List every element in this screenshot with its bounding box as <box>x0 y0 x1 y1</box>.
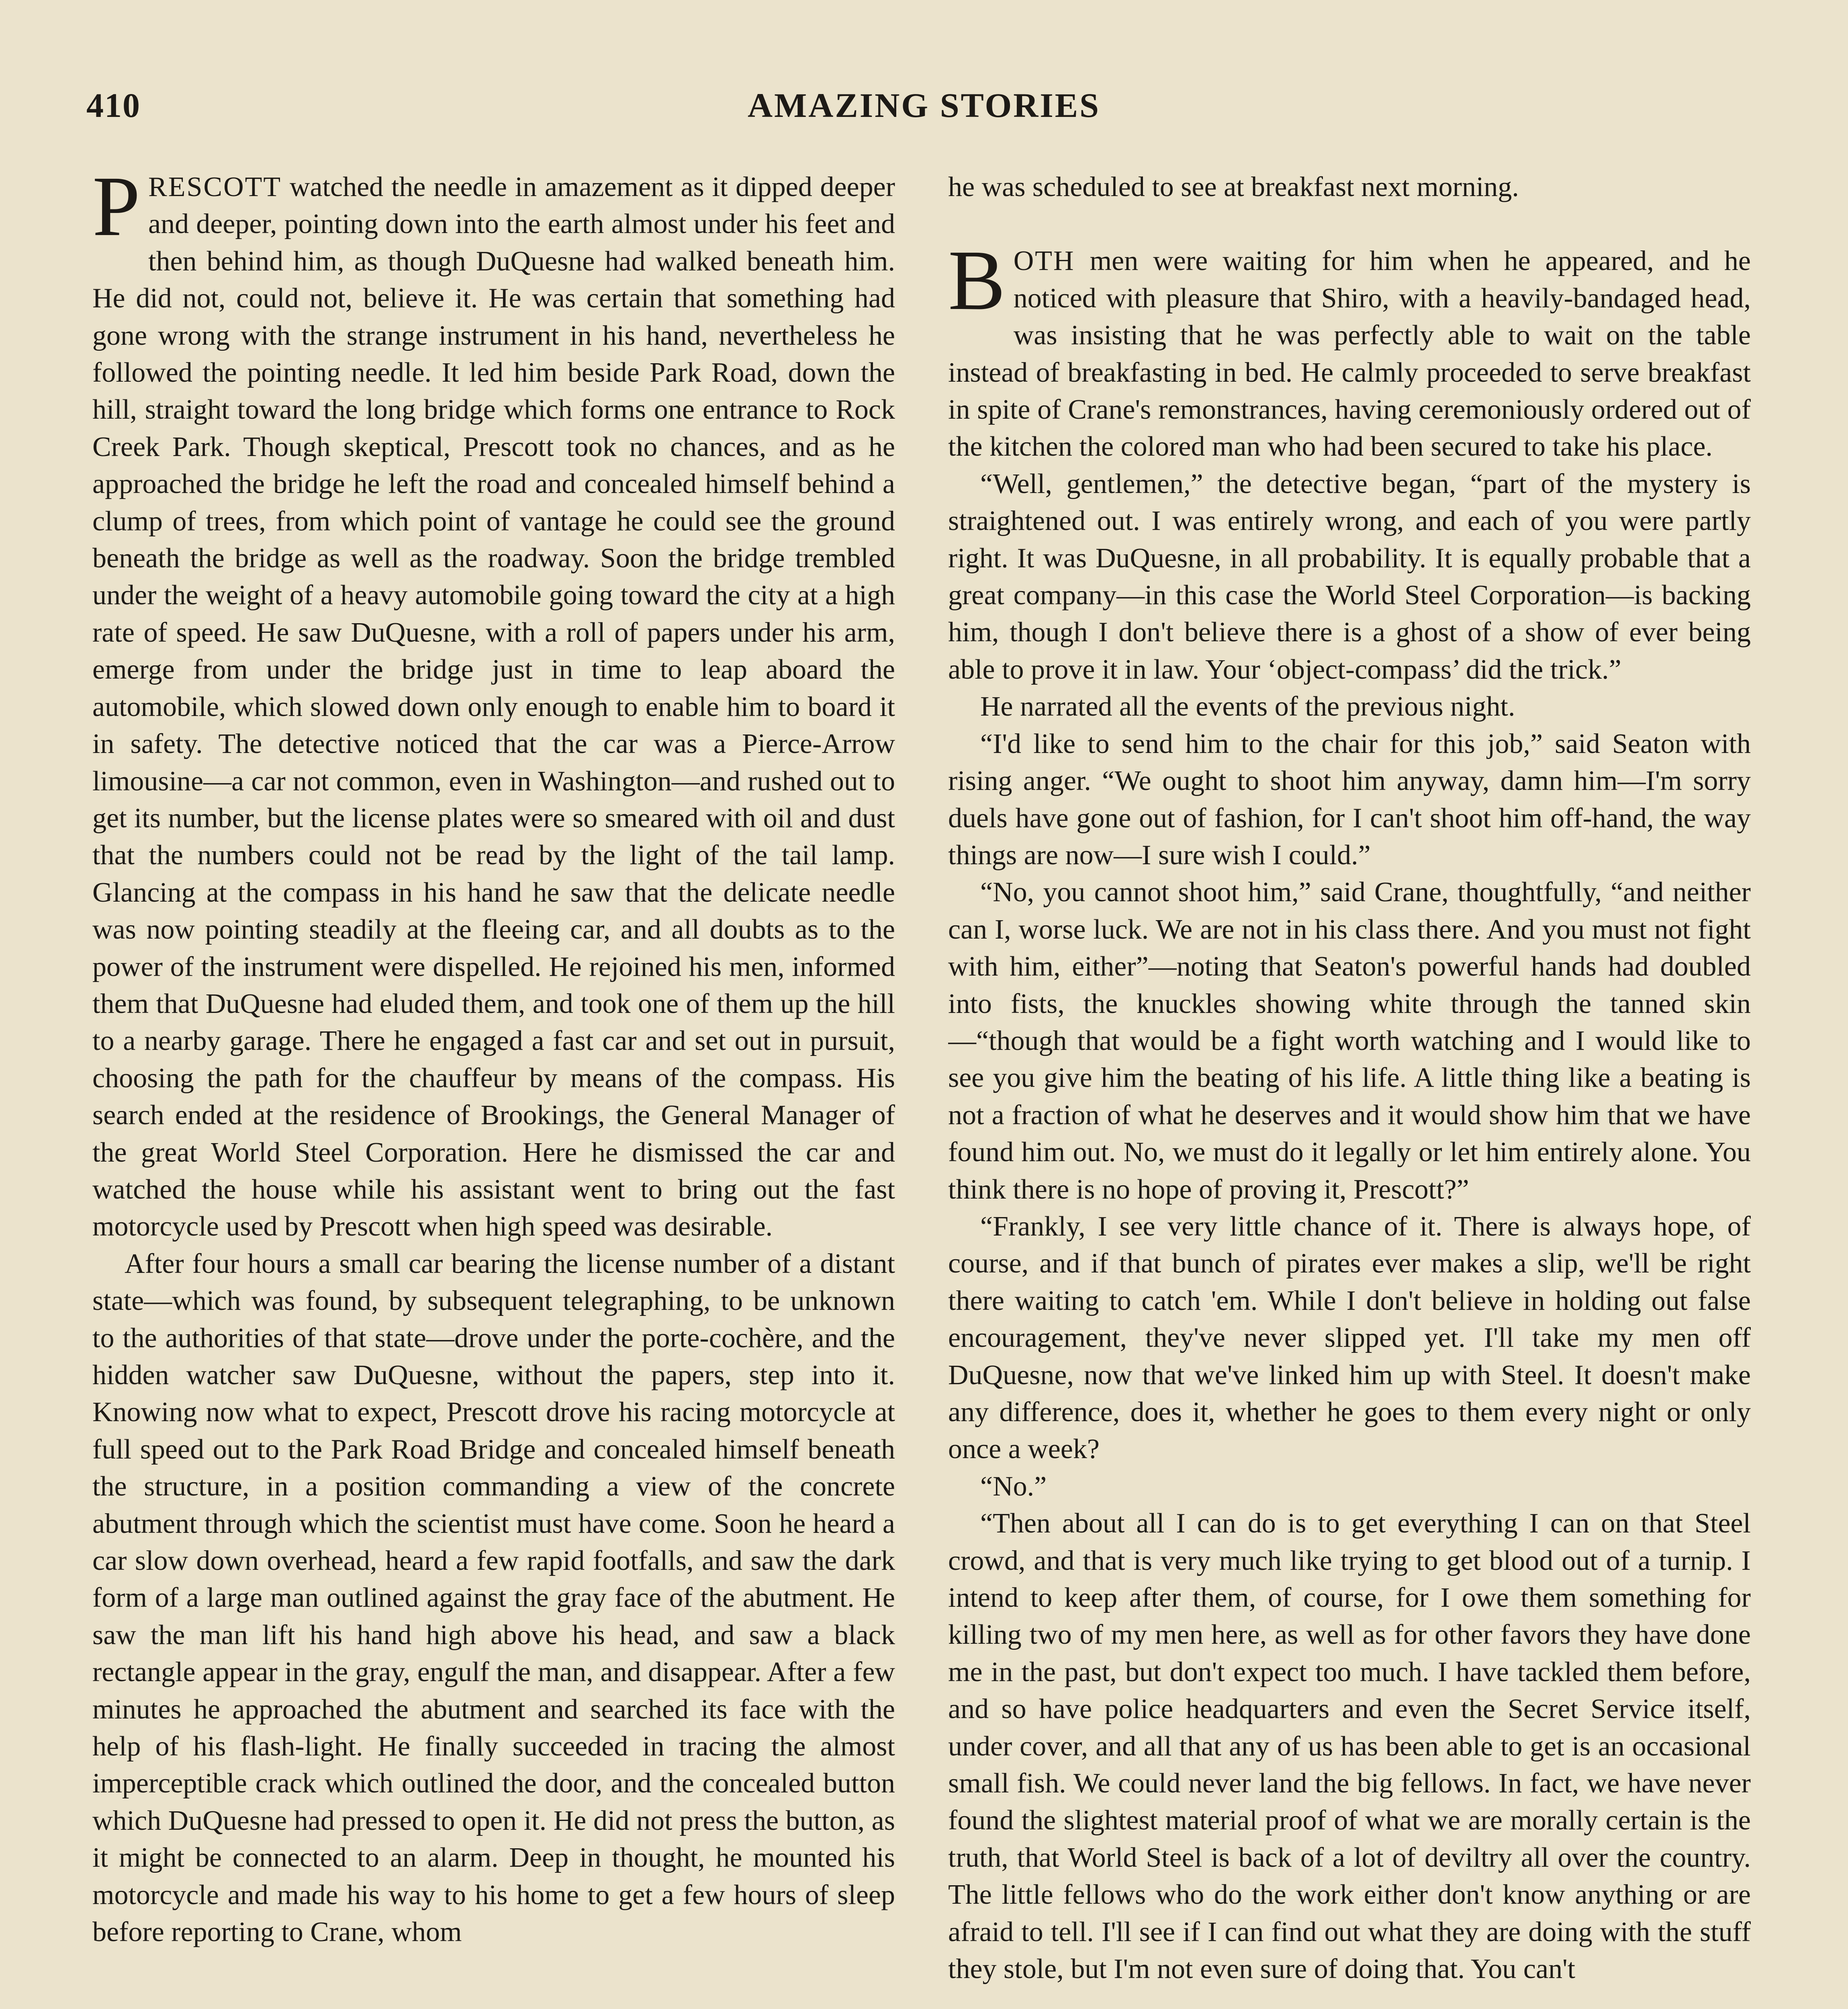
paragraph-text: watched the needle in amazement as it dipped deeper and deeper, pointing down into the earth almost under his feet and then behind him, as though DuQuesne had walked beneath him. He did not, could not, believe it. He was certain that something had gone wrong with the strange instrument in his hand, nevertheless he followed the pointing needle. It led him beside Park Road, down the hill, straight toward the long bridge which forms one entrance to Rock Creek Park. Though skeptical, Prescott took no chances, and as he approached the bridge he left the road and concealed himself behind a clump of trees, from which point of vantage he could see the ground beneath the bridge as well as the roadway. Soon the bridge trembled under the weight of a heavy automobile going toward the city at a high rate of speed. He saw DuQuesne, with a roll of papers under his arm, emerge from under the bridge just in time to leap aboard the automobile, which slowed down only enough to enable him to board it in safety. The detective noticed that the car was a Pierce-Arrow limousine—a car not common, even in Washington—and rushed out to get its number, but the license plates were so smeared with oil and dust that the numbers could not be read by the light of the tail lamp. Glancing at the compass in his hand he saw that the delicate needle was now pointing steadily at the fleeing car, and all doubts as to the power of the instrument were dispelled. He rejoined his men, informed them that DuQuesne had eluded them, and took one of them up the hill to a nearby garage. There he engaged a fast car and set out in pursuit, choosing the path for the chauffeur by means of the compass. His search ended at the residence of Brookings, the General Manager of the great World Steel Corporation. Here he dismissed the car and watched the house while his assistant went to bring out the fast motorcycle used by Prescott when high speed was desirable. <box>92 172 895 1242</box>
lead-word: RESCOTT <box>148 172 282 203</box>
paragraph-no: “No.” <box>980 1471 1047 1502</box>
right-column <box>948 169 1751 2009</box>
page-header <box>86 85 1762 129</box>
paragraph-he-narrated: He narrated all the events of the previous night. <box>980 691 1515 722</box>
drop-cap-p: P <box>92 169 141 254</box>
paragraph-well-gentlemen: “Well, gentlemen,” the detective began, “part of the mystery is straightened out. I was entirely wrong, and each of you were partly right. It was DuQuesne, in all probability. It is equally probable that a great company—in this case the World Steel Corporation—is backing him, though I don't believe there is a ghost of a show of ever being able to prove it in law. Your ‘object-compass’ did the trick.” <box>948 468 1751 685</box>
paragraph-continuation: he was scheduled to see at breakfast next morning. <box>948 172 1519 203</box>
page-number: 410 <box>86 86 141 125</box>
running-title: AMAZING STORIES <box>747 86 1100 125</box>
lead-word: OTH <box>1013 245 1075 277</box>
paragraph-text: men were waiting for him when he appeared, and he noticed with pleasure that Shiro, with a heavily-bandaged head, was insisting that he was perfectly able to wait on the table instead of breakfasting in bed. He calmly proceeded to serve breakfast in spite of Crane's remonstrances, having ceremoniously ordered out of the kitchen the colored man who had been secured to take his place. <box>948 245 1751 462</box>
paragraph-send-him-to-chair: “I'd like to send him to the chair for this job,” said Seaton with rising anger. “We ought to shoot him anyway, damn him—I'm sorry duels have gone out of fashion, for I can't shoot him off-hand, the way things are now—I sure wish I could.” <box>948 728 1751 871</box>
paragraph-after-four-hours: After four hours a small car bearing the license number of a distant state—which was found, by subsequent telegraphing, to be unknown to the authorities of that state—drove under the porte-cochère, and the hidden watcher saw DuQuesne, without the papers, step into it. Knowing now what to expect, Prescott drove his racing motorcycle at full speed out to the Park Road Bridge and concealed himself beneath the structure, in a position commanding a view of the concrete abutment through which the scientist must have come. Soon he heard a car slow down overhead, heard a few rapid footfalls, and saw the dark form of a large man outlined against the gray face of the abutment. He saw the man lift his hand high above his head, and saw a black rectangle appear in the gray, engulf the man, and disappear. After a few minutes he approached the abutment and searched its face with the help of his flash-light. He finally succeeded in tracing the almost imperceptible crack which outlined the door, and the concealed button which DuQuesne had pressed to open it. He did not press the button, as it might be connected to an alarm. Deep in thought, he mounted his motorcycle and made his way to his home to get a few hours of sleep before reporting to Crane, whom <box>92 1248 895 1948</box>
paragraph-prescott-watched <box>92 169 895 1246</box>
left-column <box>92 169 895 2009</box>
paragraph-frankly: “Frankly, I see very little chance of it. There is always hope, of course, and if that bunch of pirates ever makes a slip, we'll be right there waiting to catch 'em. While I don't believe in holding out false encouragement, they've never slipped yet. I'll take my men off DuQuesne, now that we've linked him up with Steel. It doesn't make any difference, does it, whether he goes to them every night or only once a week? <box>948 1211 1751 1465</box>
paragraph-then-about-all: “Then about all I can do is to get everything I can on that Steel crowd, and that is very much like trying to get blood out of a turnip. I intend to keep after them, of course, for I owe them something for killing two of my men here, as well as for other favors they have done me in the past, but don't expect too much. I have tackled them before, and so have police headquarters and even the Secret Service itself, under cover, and all that any of us has been able to get is an occasional small fish. We could never land the big fellows. In fact, we have never found the slightest material proof of what we are morally certain is the truth, that World Steel is back of a lot of deviltry all over the country. The little fellows who do the work either don't know anything or are afraid to tell. I'll see if I can find out what they are doing with the stuff they stole, but I'm not even sure of doing that. You can't <box>948 1508 1751 1985</box>
paragraph-cannot-shoot-him: “No, you cannot shoot him,” said Crane, thoughtfully, “and neither can I, worse luck. We are not in his class there. And you must not fight with him, either”—noting that Seaton's powerful hands had doubled into fists, the knuckles showing white through the tanned skin—“though that would be a fight worth watching and I would like to see you give him the beating of his life. A little thing like a beating is not a fraction of what he deserves and it would show him that we have found him out. No, we must do it legally or let him entirely alone. You think there is no hope of proving it, Prescott?” <box>948 877 1751 1205</box>
paragraph-both-men <box>948 233 1751 465</box>
drop-cap-b: B <box>948 233 1006 328</box>
